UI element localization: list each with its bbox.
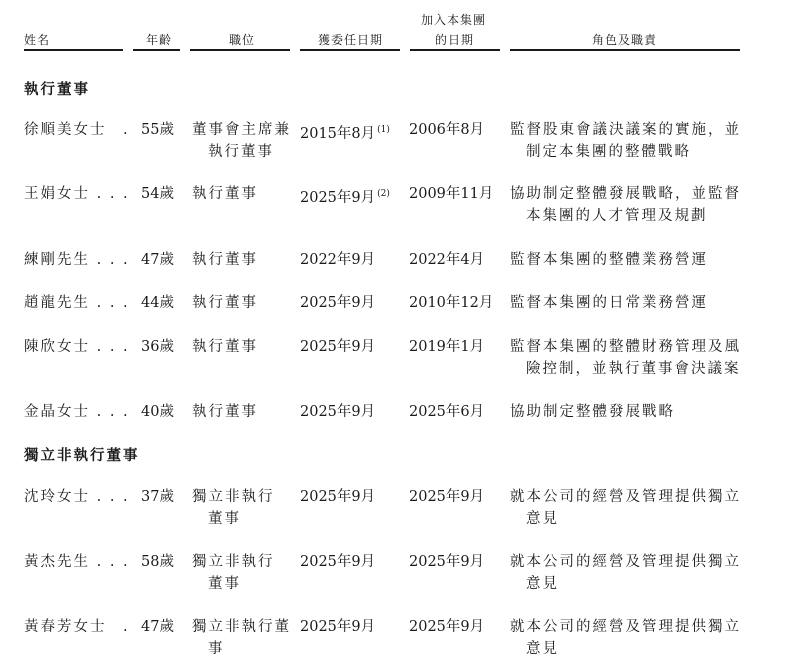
director-role bbox=[510, 616, 741, 660]
header-appointment-date: 獲委任日期 bbox=[318, 33, 384, 47]
header-rule-name bbox=[24, 49, 123, 51]
director-name: 黃春芳女士 . bbox=[24, 619, 130, 635]
director-name: 王娟女士 . . . bbox=[24, 186, 130, 202]
join-date: 2025年6月 bbox=[409, 404, 485, 420]
director-age: 44歲 bbox=[141, 295, 174, 311]
position-line: 事 bbox=[208, 641, 225, 657]
appointment-value: 2015年8月 bbox=[300, 126, 376, 142]
director-name: 黃杰先生 . . . bbox=[24, 554, 130, 570]
director-name: 徐順美女士 . bbox=[24, 122, 130, 138]
appointment-value: 2025年9月 bbox=[300, 190, 376, 206]
position-line: 董事 bbox=[208, 576, 241, 592]
appointment-date bbox=[300, 183, 390, 209]
join-date: 2009年11月 bbox=[409, 186, 494, 202]
table-row bbox=[0, 551, 785, 611]
director-name: 練剛先生 . . . bbox=[24, 252, 130, 268]
header-role: 角色及職責 bbox=[592, 33, 658, 47]
director-age: 47歲 bbox=[141, 619, 174, 635]
join-date: 2025年9月 bbox=[409, 489, 485, 505]
director-age: 54歲 bbox=[141, 186, 174, 202]
table-row bbox=[0, 183, 785, 243]
director-position bbox=[192, 401, 258, 423]
table-row bbox=[0, 336, 785, 396]
position-line: 執行董事 bbox=[192, 339, 258, 355]
role-line: 就本公司的經營及管理提供獨立 bbox=[510, 619, 741, 635]
appointment-value: 2022年9月 bbox=[300, 252, 376, 268]
header-position: 職位 bbox=[229, 33, 256, 47]
role-line: 監督本集團的整體財務管理及風 bbox=[510, 339, 741, 355]
header-age: 年齡 bbox=[146, 33, 173, 47]
position-line: 獨立非執行董 bbox=[192, 619, 291, 635]
director-role bbox=[510, 336, 741, 380]
appointment-value: 2025年9月 bbox=[300, 489, 376, 505]
table-row bbox=[0, 616, 785, 671]
footnote-marker: (2) bbox=[377, 189, 390, 199]
appointment-date bbox=[300, 119, 390, 145]
header-rule-appointment bbox=[300, 49, 400, 51]
role-line: 監督股東會議決議案的實施，並 bbox=[510, 122, 741, 138]
director-name: 陳欣女士 . . . bbox=[24, 339, 130, 355]
appointment-date bbox=[300, 486, 375, 508]
role-line: 協助制定整體發展戰略，並監督 bbox=[510, 186, 741, 202]
table-row bbox=[0, 119, 785, 179]
role-line: 監督本集團的整體業務營運 bbox=[510, 252, 708, 268]
join-date: 2010年12月 bbox=[409, 295, 494, 311]
join-date: 2022年4月 bbox=[409, 252, 485, 268]
director-name: 沈玲女士 . . . bbox=[24, 489, 130, 505]
director-age: 40歲 bbox=[141, 404, 174, 420]
appointment-date bbox=[300, 401, 375, 423]
appointment-value: 2025年9月 bbox=[300, 295, 376, 311]
role-line: 意見 bbox=[526, 511, 559, 527]
role-line: 就本公司的經營及管理提供獨立 bbox=[510, 554, 741, 570]
header-rule-position bbox=[190, 49, 290, 51]
header-rule-join bbox=[410, 49, 500, 51]
director-position bbox=[192, 292, 258, 314]
director-age: 37歲 bbox=[141, 489, 174, 505]
header-join-date-line1: 加入本集團 bbox=[421, 13, 487, 27]
role-line: 意見 bbox=[526, 641, 559, 657]
footnote-marker: (1) bbox=[377, 125, 390, 135]
director-position bbox=[192, 616, 291, 660]
header-name: 姓名 bbox=[24, 33, 51, 47]
appointment-value: 2025年9月 bbox=[300, 619, 376, 635]
director-age: 58歲 bbox=[141, 554, 174, 570]
director-position bbox=[192, 486, 275, 530]
position-line: 執行董事 bbox=[192, 252, 258, 268]
role-line: 意見 bbox=[526, 576, 559, 592]
position-line: 執行董事 bbox=[192, 404, 258, 420]
director-role bbox=[510, 292, 708, 314]
position-line: 執行董事 bbox=[192, 186, 258, 202]
position-line: 獨立非執行 bbox=[192, 489, 275, 505]
position-line: 獨立非執行 bbox=[192, 554, 275, 570]
role-line: 協助制定整體發展戰略 bbox=[510, 404, 675, 420]
position-line: 執行董事 bbox=[208, 144, 274, 160]
director-role bbox=[510, 551, 741, 595]
header-rule-role bbox=[510, 49, 740, 51]
appointment-date bbox=[300, 336, 375, 358]
appointment-date bbox=[300, 551, 375, 573]
director-name: 趙龍先生 . . . bbox=[24, 295, 130, 311]
director-role bbox=[510, 119, 741, 163]
join-date: 2025年9月 bbox=[409, 554, 485, 570]
director-position bbox=[192, 249, 258, 271]
director-role bbox=[510, 249, 708, 271]
section-title-independent-non-executive-directors: 獨立非執行董事 bbox=[24, 448, 140, 464]
appointment-value: 2025年9月 bbox=[300, 404, 376, 420]
director-role bbox=[510, 486, 741, 530]
director-age: 47歲 bbox=[141, 252, 174, 268]
appointment-date bbox=[300, 616, 375, 638]
appointment-value: 2025年9月 bbox=[300, 554, 376, 570]
role-line: 監督本集團的日常業務營運 bbox=[510, 295, 708, 311]
director-age: 55歲 bbox=[141, 122, 174, 138]
director-position bbox=[192, 336, 258, 358]
appointment-date bbox=[300, 292, 375, 314]
director-position bbox=[192, 551, 275, 595]
role-line: 就本公司的經營及管理提供獨立 bbox=[510, 489, 741, 505]
director-age: 36歲 bbox=[141, 339, 174, 355]
section-title-executive-directors: 執行董事 bbox=[24, 82, 90, 98]
position-line: 董事會主席兼 bbox=[192, 122, 291, 138]
director-role bbox=[510, 401, 675, 423]
director-position bbox=[192, 119, 291, 163]
appointment-value: 2025年9月 bbox=[300, 339, 376, 355]
role-line: 制定本集團的整體戰略 bbox=[526, 144, 691, 160]
header-rule-age bbox=[133, 49, 180, 51]
role-line: 險控制，並執行董事會決議案 bbox=[526, 361, 741, 377]
join-date: 2006年8月 bbox=[409, 122, 485, 138]
join-date: 2025年9月 bbox=[409, 619, 485, 635]
table-row bbox=[0, 486, 785, 546]
position-line: 董事 bbox=[208, 511, 241, 527]
position-line: 執行董事 bbox=[192, 295, 258, 311]
director-position bbox=[192, 183, 258, 205]
header-join-date-line2: 的日期 bbox=[435, 33, 475, 47]
director-name: 金晶女士 . . . bbox=[24, 404, 130, 420]
join-date: 2019年1月 bbox=[409, 339, 485, 355]
director-role bbox=[510, 183, 741, 227]
appointment-date bbox=[300, 249, 375, 271]
role-line: 本集團的人才管理及規劃 bbox=[526, 208, 708, 224]
